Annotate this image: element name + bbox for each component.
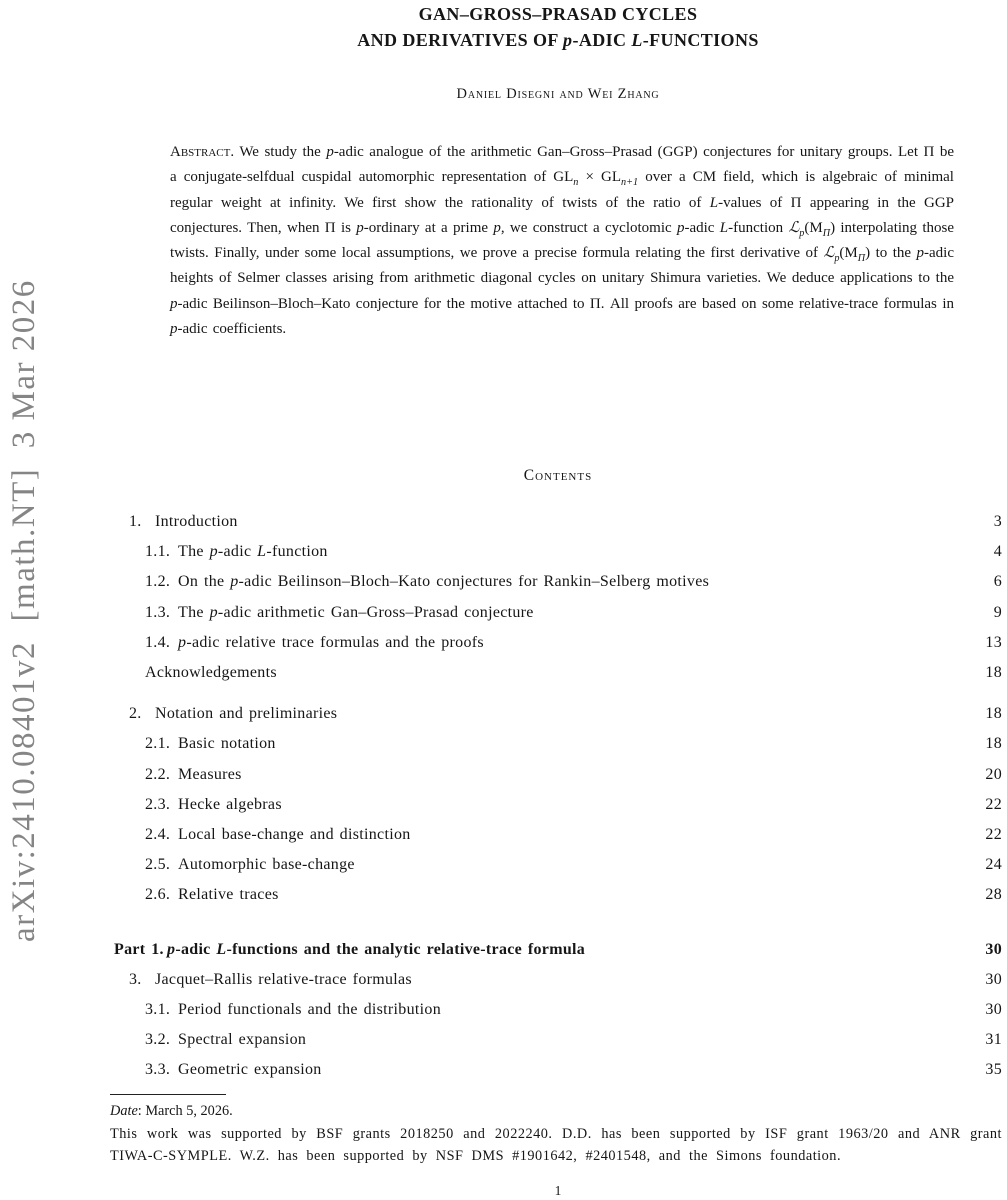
toc-entry-title: Acknowledgements [145,664,277,682]
arxiv-stamp: arXiv:2410.08401v2 [math.NT] 3 Mar 2026 [6,279,42,942]
toc-entry [114,537,1002,567]
toc-entry [114,995,1002,1025]
toc-entry [114,1025,1002,1055]
toc-entry-page: 18 [985,735,1002,753]
toc-entry-number: 1.1. [145,543,171,561]
toc-entry-number: 3. [129,970,142,988]
toc-entry-number: 2.6. [145,886,171,904]
toc-entry [114,507,1002,537]
toc-entry-number: 2.5. [145,856,171,874]
toc-entry-page: 28 [985,886,1002,904]
contents-heading: Contents [523,467,593,484]
toc-entry-page: 9 [993,603,1002,621]
toc-entry-title: p-adic relative trace formulas and the proofs [178,633,484,651]
paper-title-line1: GAN–GROSS–PRASAD CYCLES [418,4,698,24]
toc-entry-title: The p-adic arithmetic Gan–Gross–Prasad conjecture [178,603,534,621]
toc-entry-number: 1.2. [145,573,171,591]
footnote-rule [110,1094,226,1095]
toc-entry-title: Measures [178,765,242,783]
toc-list [114,507,1002,1086]
toc-entry-number: 2.4. [145,826,171,844]
toc-entry-page: 22 [985,826,1002,844]
toc-entry-page: 13 [985,633,1002,651]
toc-entry-number: 2.1. [145,735,171,753]
toc-entry-number: 2.2. [145,765,171,783]
toc-entry-page: 35 [985,1061,1002,1079]
toc-entry-title: p-adic L-functions and the analytic relative-trace formula [167,940,586,958]
abstract-text: Abstract. We study the p-adic analogue of the arithmetic Gan–Gross–Prasad (GGP) conjectures for unitary groups. Let Π be a conjugate-selfdual cuspidal automorphic representation of $GL_n \times GL_{n+1}$ over a CM field, which is algebraic of minimal regular weight at infinity. We first show the rationality of twists of the ratio of L-values of Π appearing in the GGP conjectures. Then, when Π is p-ordinary at a prime p, we construct a cyclotomic p-adic L-function $ℒ_p(M_\Pi)$ interpolating those twists. Finally, under some local assumptions, we prove a precise formula relating the first derivative of $ℒ_p(M_\Pi)$ to the p-adic heights of Selmer classes arising from arithmetic diagonal cycles on unitary Shimura varieties. We deduce applications to the p-adic Beilinson–Bloch–Kato conjecture for the motive attached to Π. All proofs are based on some relative-trace formulas in p-adic coefficients. [170,144,955,338]
toc-entry-page: 24 [985,856,1002,874]
toc-entry-number: 3.2. [145,1031,171,1049]
toc-entry-number: 3.1. [145,1001,171,1019]
toc-entry-number: 1.4. [145,633,171,651]
toc-entry [114,658,1002,688]
abstract [170,140,954,342]
paper-title [114,1,1002,53]
toc-entry [114,935,1002,965]
toc-entry-page: 6 [993,573,1002,591]
toc-entry-page: 18 [985,705,1002,723]
authors: Daniel Disegni and Wei Zhang [456,86,660,102]
toc-entry-page: 31 [985,1031,1002,1049]
toc-entry-page: 20 [985,765,1002,783]
toc-entry [114,567,1002,597]
toc-entry [114,760,1002,790]
page-number: 1 [554,1183,562,1198]
toc-entry-page: 4 [993,543,1002,561]
toc-entry-title: Notation and preliminaries [155,705,338,723]
toc-entry [114,729,1002,759]
toc-entry [114,790,1002,820]
toc-entry-page: 30 [985,1001,1002,1019]
toc-entry-title: Relative traces [178,886,279,904]
toc-entry-title: Period functionals and the distribution [178,1001,441,1019]
toc-entry-page: 22 [985,795,1002,813]
toc-entry [114,820,1002,850]
toc-entry [114,850,1002,880]
toc-entry-title: Hecke algebras [178,795,282,813]
toc-entry-number: Part 1. [114,940,164,958]
toc-entry-page: 3 [993,513,1002,530]
toc-entry [114,965,1002,995]
toc-entry-number: 2.3. [145,795,171,813]
footnote [110,1094,1002,1168]
toc-entry-page: 30 [985,970,1002,988]
toc-entry-title: Local base-change and distinction [178,826,411,844]
toc-entry [114,699,1002,729]
toc-entry [114,1055,1002,1085]
toc-entry-title: Automorphic base-change [178,856,355,874]
paper-title-line2: AND DERIVATIVES OF p-ADIC L-FUNCTIONS [357,30,759,50]
toc-entry-page: 18 [985,664,1002,682]
toc-entry-number: 2. [129,705,142,723]
date-line: Date: March 5, 2026. [110,1103,233,1119]
toc-entry-title: On the p-adic Beilinson–Bloch–Kato conjectures for Rankin–Selberg motives [178,573,710,591]
toc-entry-title: Jacquet–Rallis relative-trace formulas [155,970,412,988]
toc-entry-title: Introduction [155,513,238,530]
toc-entry-page: 30 [985,940,1002,958]
toc-entry-number: 1. [129,513,142,530]
toc-entry [114,628,1002,658]
funding-note: This work was supported by BSF grants 2018250 and 2022240. D.D. has been supported by ISF grant 1963/20 and ANR grant TIWA-C-SYMPLE. W.Z. has been supported by NSF DMS #1901642, #2401548, and the Simons foundation. [110,1125,1002,1165]
toc-entry [114,880,1002,910]
toc-entry [114,598,1002,628]
toc-entry-number: 1.3. [145,603,171,621]
toc-entry-title: Spectral expansion [178,1031,307,1049]
toc-entry-title: Geometric expansion [178,1061,322,1079]
toc-entry-title: The p-adic L-function [178,543,328,561]
toc-entry-title: Basic notation [178,735,276,753]
toc-entry-number: 3.3. [145,1061,171,1079]
